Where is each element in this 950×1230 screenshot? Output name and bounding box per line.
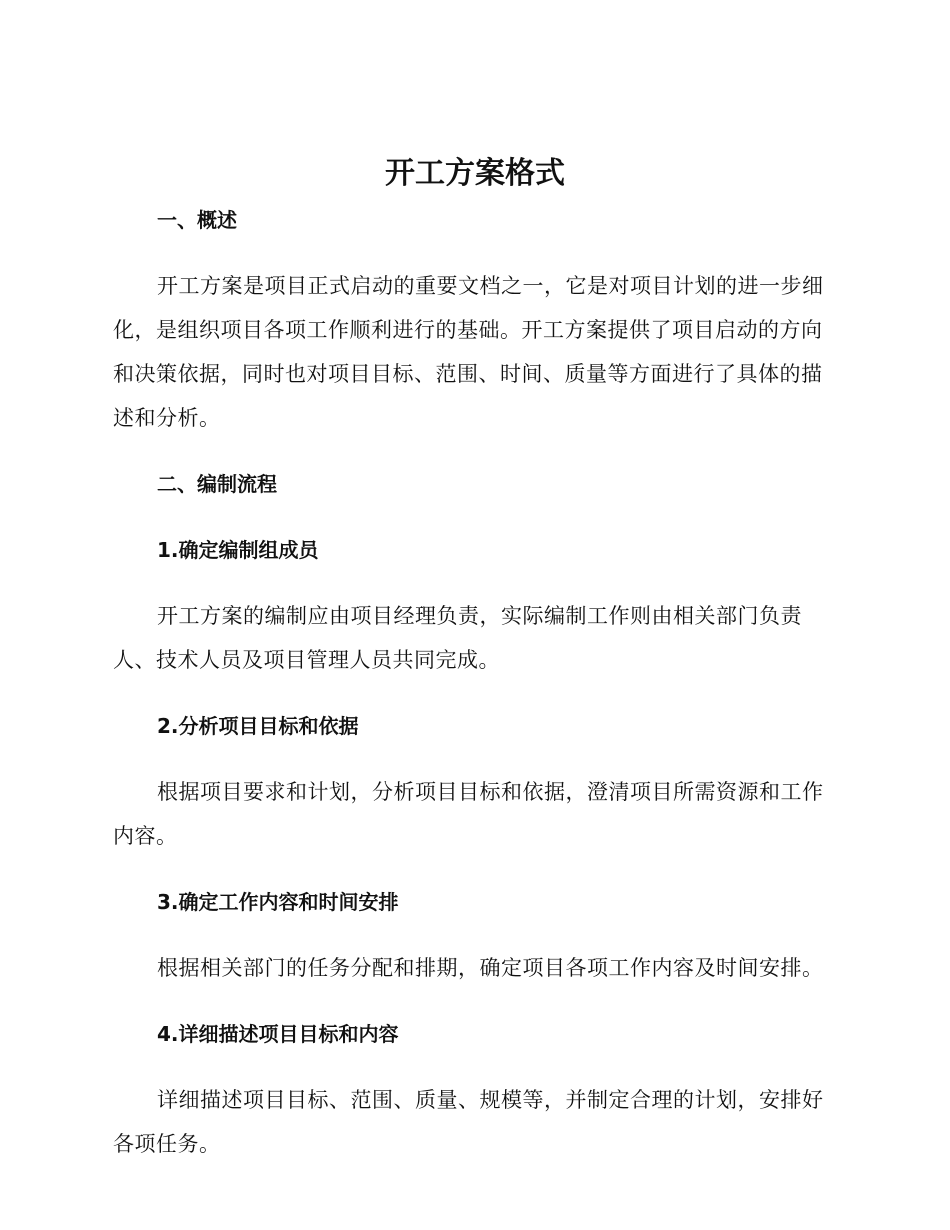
step-paragraph: 详细描述项目目标、范围、质量、规模等，并制定合理的计划，安排好各项任务。 <box>113 1088 824 1156</box>
step-3 <box>113 880 829 990</box>
section-overview <box>113 198 829 440</box>
step-heading: 2.分析项目目标和依据 <box>157 714 359 738</box>
section-heading-process: 二、编制流程 <box>157 472 277 496</box>
section-process <box>113 462 829 1166</box>
step-heading: 4.详细描述项目目标和内容 <box>157 1022 399 1046</box>
document-title: 开工方案格式 <box>385 156 565 191</box>
section-heading-overview: 一、概述 <box>157 208 237 232</box>
step-heading: 3.确定工作内容和时间安排 <box>157 890 399 914</box>
step-2 <box>113 704 829 858</box>
overview-paragraph: 开工方案是项目正式启动的重要文档之一，它是对项目计划的进一步细化，是组织项目各项工作顺利进行的基础。开工方案提供了项目启动的方向和决策依据，同时也对项目目标、范围、时间、质量等方面进行了具体的描述和分析。 <box>113 274 824 430</box>
step-4 <box>113 1012 829 1166</box>
step-1 <box>113 528 829 682</box>
document-body <box>113 198 829 1188</box>
step-paragraph: 根据相关部门的任务分配和排期，确定项目各项工作内容及时间安排。 <box>157 956 824 980</box>
step-paragraph: 根据项目要求和计划，分析项目目标和依据，澄清项目所需资源和工作内容。 <box>113 780 824 848</box>
step-paragraph: 开工方案的编制应由项目经理负责，实际编制工作则由相关部门负责人、技术人员及项目管理人员共同完成。 <box>113 604 802 672</box>
step-heading: 1.确定编制组成员 <box>157 538 319 562</box>
